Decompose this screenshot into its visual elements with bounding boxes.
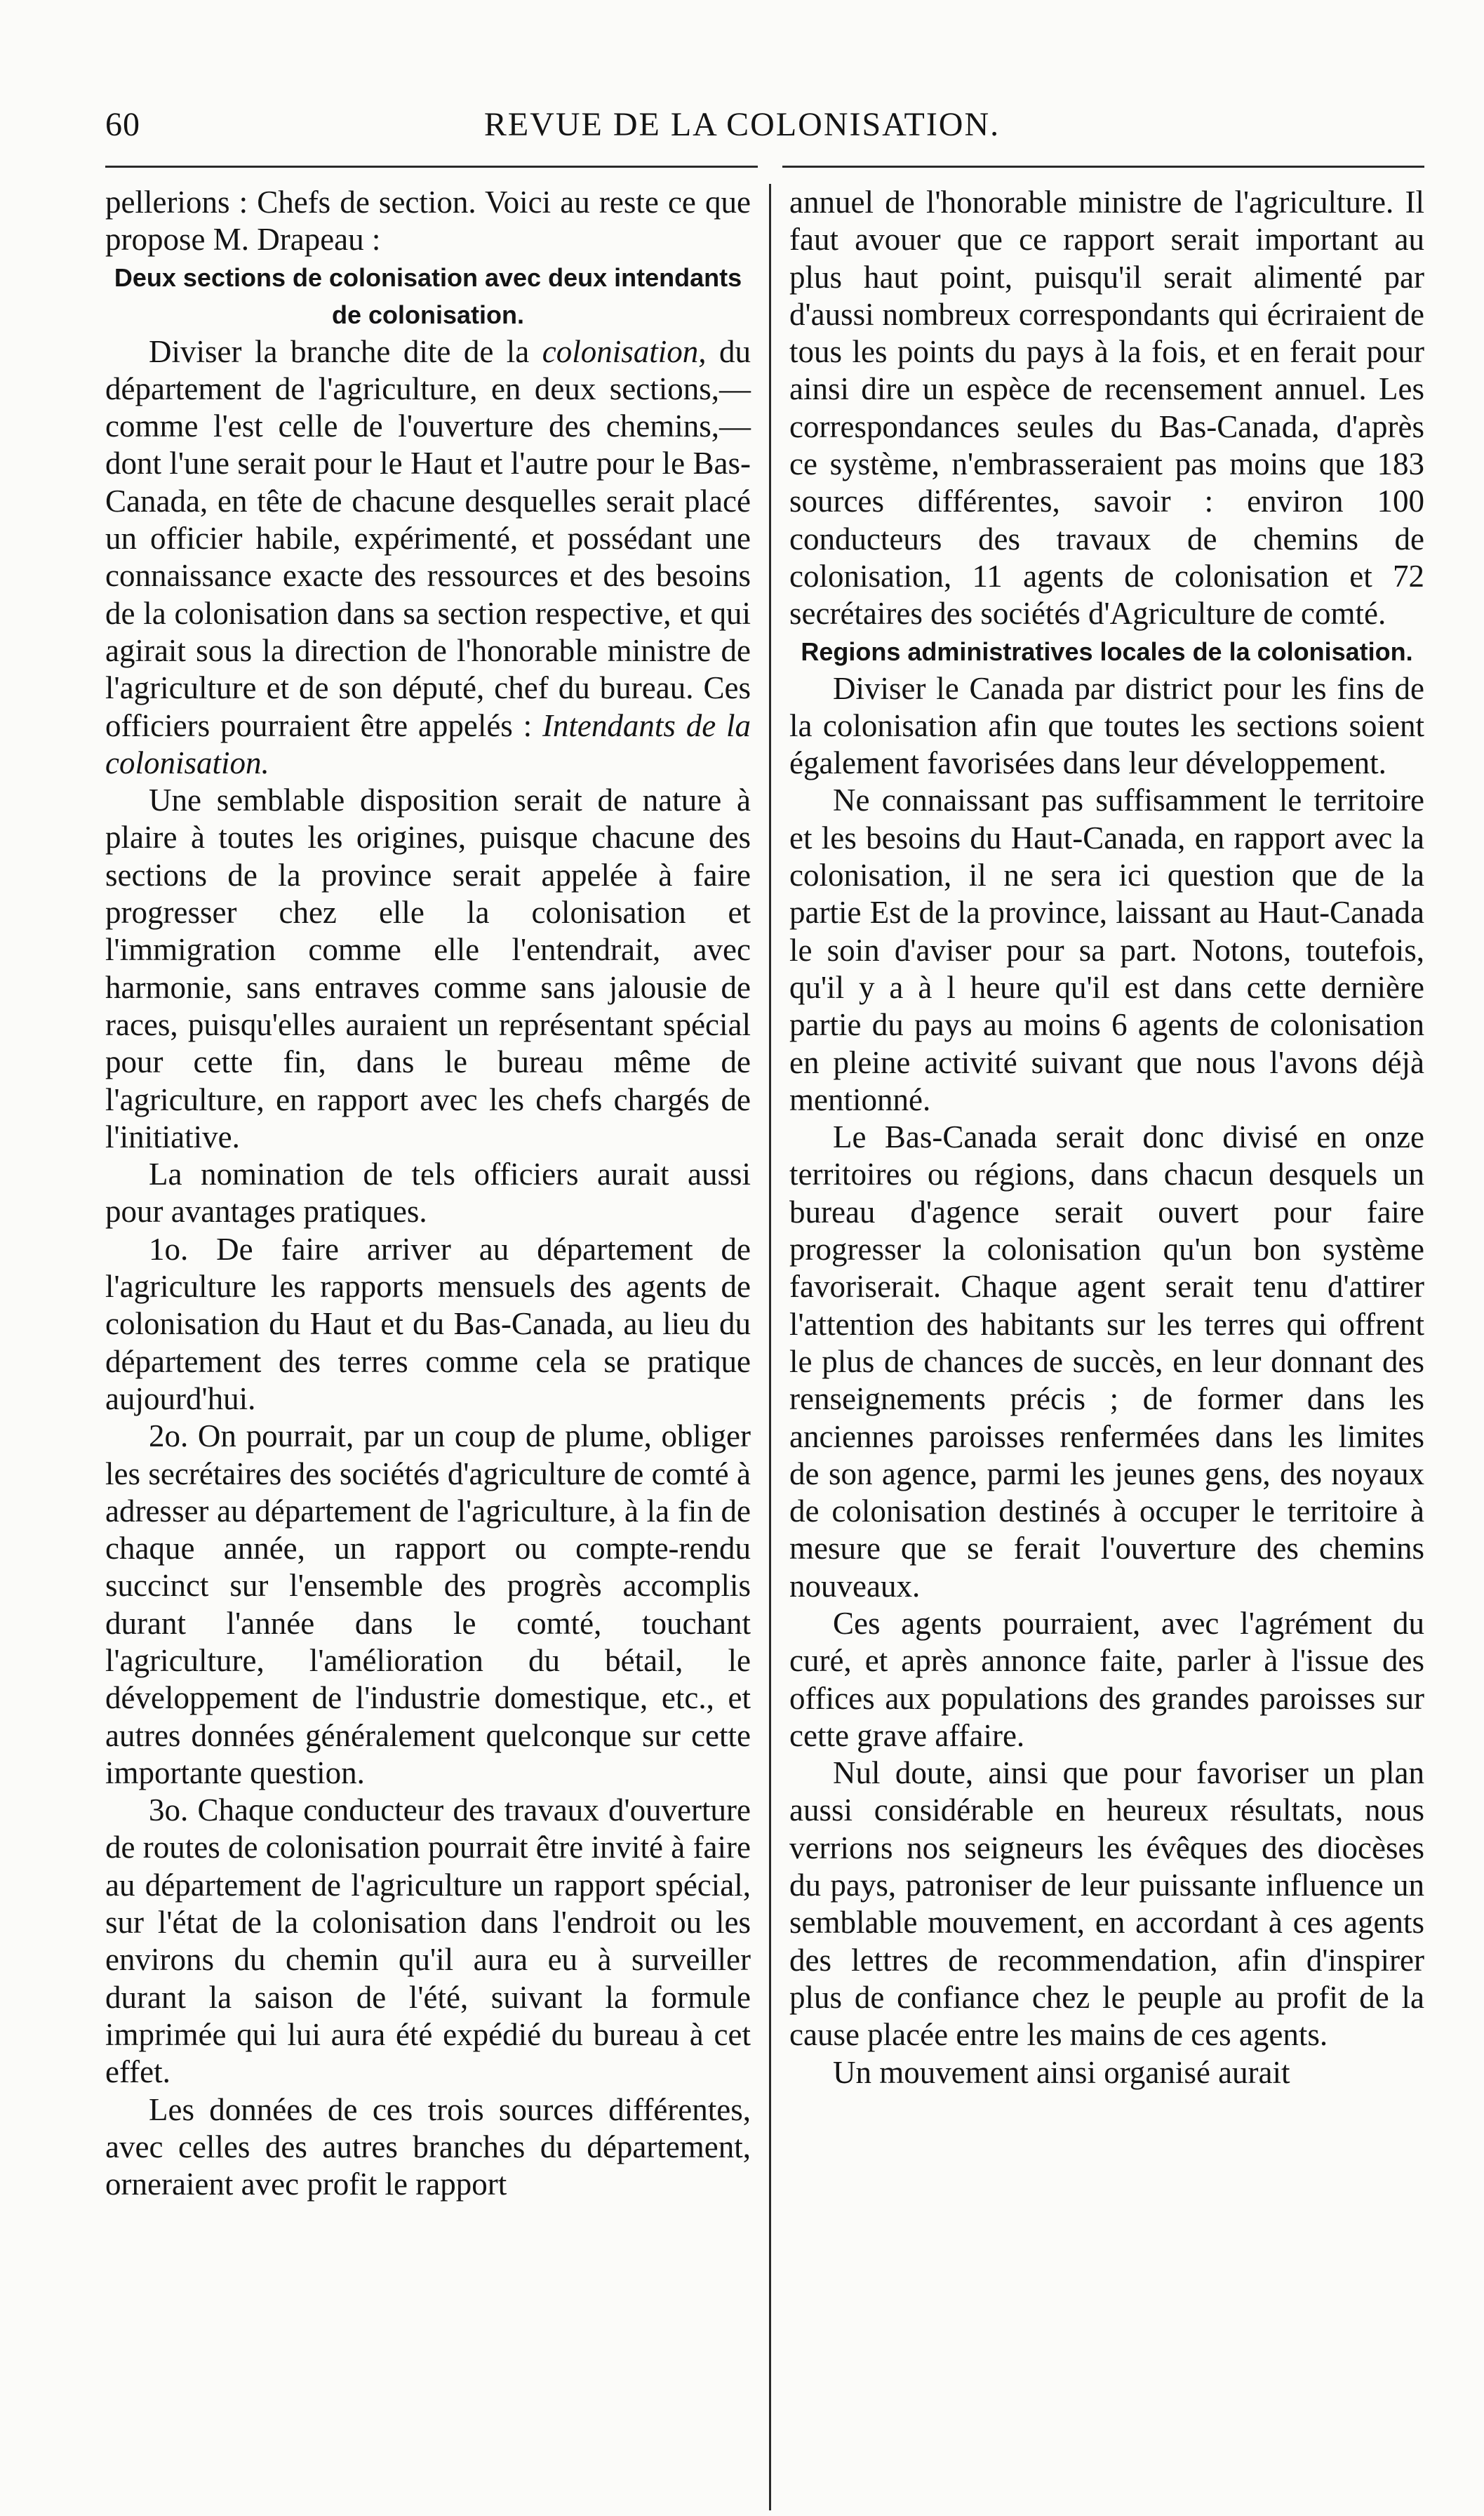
paragraph-text: du département de l'agriculture, en deux sections,—comme l'est celle de l'ouverture des chemins,—dont l'une serait pour le Haut et l'autre pour le Bas-Canada, en tête de chacune desquelles serait placé un officier habile, expérimenté, et possédant une connaissance exacte des ressources et des besoins de la colonisation dans sa section respective, et qui agirait sous la direction de l'honorable ministre de l'agriculture et de son député, chef du bureau. Ces officiers pourraient être appelés : (105, 333, 751, 743)
paragraph: Ne connaissant pas suffisamment le territoire et les besoins du Haut-Canada, en rapport avec la colonisation, il ne sera ici question que de la partie Est de la province, laissant au Haut-Canada le soin d'aviser pour sa part. Notons, toutefois, qu'il y a à l heure qu'il est dans cette dernière partie du pays au moins 6 agents de colonisation en pleine activité suivant que nous l'avons déjà mentionné. (789, 783, 1424, 1117)
section-heading: Deux sections de colonisation avec deux intendants de colonisation. (114, 262, 742, 329)
paragraph: Les données de ces trois sources différentes, avec celles des autres branches du département, orneraient avec profit le rapport (105, 2091, 751, 2202)
paragraph: La nomination de tels officiers aurait aussi pour avantages pratiques. (105, 1157, 751, 1230)
paragraph: 2o. On pourrait, par un coup de plume, obliger les secrétaires des sociétés d'agriculture de comté à adresser au département de l'agriculture, à la fin de chaque année, un rapport ou compte-rendu succinct sur l'ensemble des progrès accomplis durant l'année dans le comté, touchant l'agriculture, l'amélioration du bétail, le développement de l'industrie domestique, etc., et autres données généralement quelconque sur cette importante question. (105, 1418, 751, 1790)
paragraph: 1o. De faire arriver au département de l'agriculture les rapports mensuels des agents de colonisation du Haut et du Bas-Canada, au lieu du département des terres comme cela se pratique aujourd'hui. (105, 1231, 751, 1416)
running-title: REVUE DE LA COLONISATION. (483, 106, 1001, 143)
section-heading: Regions administratives locales de la colonisation. (801, 637, 1413, 666)
header-rule-right (782, 166, 1424, 168)
page-number: 60 (105, 106, 140, 143)
paragraph: Diviser le Canada par district pour les fins de la colonisation afin que toutes les sections soient également favorisées dans leur développement. (789, 670, 1424, 781)
paragraph: annuel de l'honorable ministre de l'agriculture. Il faut avouer que ce rapport serait important au plus haut point, puisqu'il serait alimenté par d'aussi nombreux correspondants qui écriraient de tous les points du pays à la fois, et en ferait pour ainsi dire un espèce de recensement annuel. Les correspondances seules du Bas-Canada, d'après ce système, n'embrasseraient pas moins que 183 sources différentes, savoir : environ 100 conducteurs des travaux de chemins de colonisation, 11 agents de colonisation et 72 secrétaires des sociétés d'Agriculture de comté. (789, 185, 1424, 632)
paragraph: 3o. Chaque conducteur des travaux d'ouverture de routes de colonisation pourrait être invité à faire au département de l'agriculture un rapport spécial, sur l'état de la colonisation dans l'endroit ou les environs du chemin qu'il aura eu à surveiller durant la saison de l'été, suivant la formule imprimée qui lui aura été expédié du bureau à cet effet. (105, 1792, 751, 2090)
paragraph (105, 333, 751, 783)
italic-term: colonisation, (542, 333, 707, 369)
paragraph: Nul doute, ainsi que pour favoriser un plan aussi considérable en heureux résultats, nous verrions nos seigneurs les évêques des diocèses du pays, patroniser de leur puissante influence un semblable mouvement, en accordant à ces agents des lettres de recommendation, afin d'inspirer plus de confiance chez le peuple au profit de la cause placée entre les mains de ces agents. (789, 1755, 1424, 2053)
paragraph-text: Diviser la branche dite de la (149, 333, 542, 369)
header-rule-left (105, 166, 758, 168)
paragraph: Une semblable disposition serait de nature à plaire à toutes les origines, puisque chacune des sections de la province serait appelée à faire progresser chez elle la colonisation et l'immigration comme elle l'entendrait, avec harmonie, sans entraves comme sans jalousie de races, puisqu'elles auraient un représentant spécial pour cette fin, dans le bureau même de l'agriculture, en rapport avec les chefs chargés de l'initiative. (105, 783, 751, 1154)
paragraph: Ces agents pourraient, avec l'agrément du curé, et après annonce faite, parler à l'issue des offices aux populations des grandes paroisses sur cette grave affaire. (789, 1605, 1424, 1753)
right-column (789, 184, 1424, 2091)
paragraph: Le Bas-Canada serait donc divisé en onze territoires ou régions, dans chacun desquels un bureau d'agence serait ouvert pour faire progresser la colonisation qu'un bon système favoriserait. Chaque agent serait tenu d'attirer l'attention des habitants sur les terres qui offrent le plus de chances de succès, en leur donnant des renseignements précis ; de former dans les anciennes paroisses renfermées dans les limites de son agence, parmi les jeunes gens, des noyaux de colonisation destinés à occuper le territoire à mesure que se ferait l'ouverture des chemins nouveaux. (789, 1119, 1424, 1604)
italic-term: Intendants de la colonisation. (105, 707, 751, 780)
paragraph: Un mouvement ainsi organisé aurait (833, 2054, 1290, 2090)
column-divider (769, 184, 771, 2510)
paragraph: pellerions : Chefs de section. Voici au reste ce que propose M. Drapeau : (105, 185, 751, 258)
left-column (105, 184, 751, 2203)
